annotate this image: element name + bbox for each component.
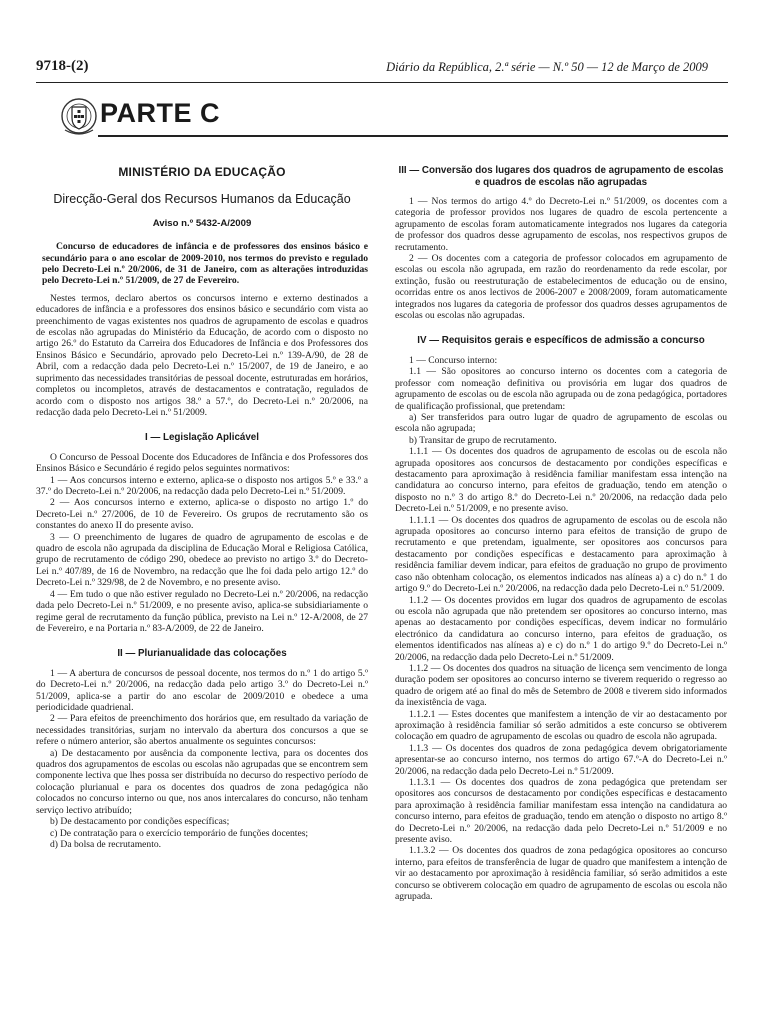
paragraph: 3 — O preenchimento de lugares de quadro de agrupamento de escolas e de quadro de escola não agrupada da disciplina de Educação Moral e Religiosa Católica, grupo de recrutamento de código 290, obedece ao previsto no artigo 3.º do Decreto-Lei n.º 407/89, de 16 de Novembro, na redacção que lhe foi dada pelo artigo 12.º do Decreto-Lei n.º 329/98, de 2 de Novembro, e no presente aviso. [36,531,368,589]
part-divider [98,135,728,137]
publication-header: Diário da República, 2.ª série — N.º 50 — 12 de Março de 2009 [386,60,708,74]
paragraph: 1 — A abertura de concursos de pessoal docente, nos termos do n.º 1 do artigo 5.º do Decreto-Lei n.º 20/2006, na redacção dada pelo artigo 3.º do Decreto-Lei n.º 51/2009, aplica-se a partir do ano escolar de 2009/2010 e obedece a uma periodicidade quadrienal. [36,667,368,714]
paragraph: 1.1.2 — Os docentes dos quadros na situação de licença sem vencimento de longa duração podem ser opositores ao concurso interno se tiverem requerido o regresso ao quadro de origem até ao final do mês de Setembro de 2008 e tiverem sido informados da inexistência de vaga. [395,662,727,709]
paragraph: 1.1.1.1 — Os docentes dos quadros de agrupamento de escolas ou de escola não agrupada opositores ao concurso interno para efeitos de transição de grupo de recrutamento e que pretendam, igualmente, ser opositores aos concursos para destacamento por condições específicas e destacamento para aproximação à residência familiar devem indicar, para efeitos de graduação no grupo de provimento caso não obtenham colocação, os elementos indicados nas alíneas a) a c) do n.º 1 do artigo 9.º do Decreto-Lei n.º 20/2006, na redacção dada pelo Decreto-Lei n.º 51/2009. [395,514,727,595]
paragraph: 1 — Nos termos do artigo 4.º do Decreto-Lei n.º 51/2009, os docentes com a categoria de professor providos nos lugares de quadro de escola pertencente a agrupamento de escolas foram automaticamente integrados nos lugares da categoria de professor dos quadros desse agrupamento de escolas, nos respectivos grupos de recrutamento. [395,196,727,253]
ministry-heading: MINISTÉRIO DA EDUCAÇÃO [118,165,286,179]
list-item: b) De destacamento por condições específicas; [50,816,230,828]
notice-summary: Concurso de educadores de infância e de professores dos ensinos básico e secundário para o ano escolar de 2009-2010, nos termos do previsto e regulado pelo Decreto-Lei n.º 20/2006, de 31 de Janeiro, com as alterações introduzidas pelo Decreto-Lei n.º 51/2009, de 27 de Fevereiro. [42,241,368,287]
paragraph: 1.1.1 — Os docentes dos quadros de agrupamento de escolas ou de escola não agrupada opositores aos concursos de destacamento por condições específicas e destacamento para aproximação à residência familiar manifestam essa intenção na candidatura ao concurso interno, para efeitos de graduação, tendo em atenção o disposto no n.º 3 do artigo 8.º do Decreto-Lei n.º 20/2006, na redacção dada pelo Decreto-Lei n.º 51/2009, e no presente aviso. [395,446,727,515]
intro-paragraph: Nestes termos, declaro abertos os concursos interno e externo destinados a educadores de infância e a professores dos ensinos básico e secundário com vista ao preenchimento de vagas existentes nos quadros de agrupamento de escolas e quadros de escolas não agrupadas do Ministério da Educação, de acordo com o disposto no artigo 26.º do Estatuto da Carreira dos Educadores de Infância e dos Professores dos Ensinos Básico e Secundário, aprovado pelo Decreto-Lei n.º 139-A/90, de 28 de Abril, com a redacção dada pelo Decreto-Lei n.º 15/2007, de 19 de Janeiro, e ao suprimento das necessidades transitórias de pessoal docente, estruturadas em horários, completos ou incompletos, através de destacamentos e contratação, regulados de acordo com o disposto nos artigos 38.º a 57.º, do Decreto-Lei n.º 20/2006, na redacção dada pelo Decreto-Lei n.º 51/2009. [36,292,368,418]
page-number: 9718-(2) [36,58,89,74]
section-heading-legislation: I — Legislação Aplicável [145,432,259,444]
list-item: d) Da bolsa de recrutamento. [50,838,162,850]
paragraph: 1.1.3 — Os docentes dos quadros de zona pedagógica devem obrigatoriamente apresentar-se ao concurso interno, nos termos do artigo 67.º-A do Decreto-Lei n.º 20/2006, na redacção dada pelo Decreto-Lei n.º 51/2009. [395,742,727,777]
paragraph: 4 — Em tudo o que não estiver regulado no Decreto-Lei n.º 20/2006, na redacção dada pelo Decreto-Lei n.º 51/2009, e no presente aviso, aplica-se subsidiariamente o regime geral de recrutamento da função pública, previsto na Lei n.º 12-A/2008, de 27 de Fevereiro, e na Portaria n.º 83-A/2009, de 22 de Janeiro. [36,588,368,634]
list-item: b) Transitar de grupo de recrutamento. [409,434,557,446]
section-heading-plurianual: II — Plurianualidade das colocações [117,648,287,660]
paragraph: O Concurso de Pessoal Docente dos Educadores de Infância e dos Professores dos Ensinos Básico e Secundário é regido pelos seguintes normativos: [36,451,368,475]
paragraph: 1 — Concurso interno: [409,354,498,366]
header-divider [36,82,728,83]
paragraph: 1.1.3.2 — Os docentes dos quadros de zona pedagógica opositores ao concurso interno, para efeitos de transferência de lugar de quadro que manifestem a intenção de vir ao destacamento por aproximação à residência familiar, só serão admitidos a este concurso se obtiverem colocação em quadro de agrupamento de escolas ou escola não agrupada. [395,845,727,903]
list-item: c) De contratação para o exercício temporário de funções docentes; [50,827,309,839]
notice-number: Aviso n.º 5432-A/2009 [152,217,252,229]
paragraph: 2 — Aos concursos interno e externo, aplica-se o disposto no artigo 1.º do Decreto-Lei n.º 27/2006, de 10 de Fevereiro. Os grupos de recrutamento são os constantes do anexo II do presente aviso. [36,497,368,532]
paragraph: 1.1.3.1 — Os docentes dos quadros de zona pedagógica que pretendam ser opositores aos concursos de destacamento por condições específicas e destacamento para aproximação à residência familiar manifestam essa intenção na candidatura ao concurso interno, para efeitos de graduação, tendo em atenção o disposto no artigo 8.º do Decreto-Lei n.º 20/2006, na redacção dada pelo Decreto-Lei n.º 51/2009 e no presente aviso. [395,777,727,846]
directorate-heading: Direcção-Geral dos Recursos Humanos da Educação [53,192,351,207]
section-heading-requirements: IV — Requisitos gerais e específicos de admissão a concurso [417,335,705,347]
paragraph: 1.1.2.1 — Estes docentes que manifestem a intenção de vir ao destacamento por aproximação à residência familiar só serão admitidos a este concurso se obtiverem colocação em quadro de agrupamento de escolas ou quadro de escola não agrupada. [395,708,727,743]
left-column [36,165,368,850]
list-item: a) Ser transferidos para outro lugar de quadro de agrupamento de escolas ou escola não agrupada; [395,412,727,435]
part-title: PARTE C [100,98,221,128]
paragraph: 1 — Aos concursos interno e externo, aplica-se o disposto nos artigos 5.º e 33.º a 37.º do Decreto-Lei n.º 20/2006, na redacção dada pelo Decreto-Lei n.º 51/2009. [36,474,368,498]
right-column [395,165,727,902]
section-heading-conversion: III — Conversão dos lugares dos quadros de agrupamento de escolas e quadros de escolas não agrupadas [398,165,724,188]
list-item: a) De destacamento por ausência da componente lectiva, para os docentes dos quadros dos agrupamentos de escolas ou escolas não agrupadas que se encontrem sem componente lectiva que lhes possa ser distribuída no decurso do respectivo período de colocação plurianual e para os docentes dos quadros de zona pedagógica não colocados no concurso interno ou que, nos anos intercalares do concurso, não tenham serviço lectivo atribuído; [36,747,368,816]
paragraph: 2 — Os docentes com a categoria de professor colocados em agrupamento de escolas ou escola não agrupada, em razão do reordenamento da rede escolar, por extinção, fusão ou reestruturação de estabelecimentos de educação ou de ensino, ocorridas entre os anos lectivos de 2006-2007 e 2008/2009, foram automaticamente integrados nos lugares da categoria de professor dos quadros desses agrupamentos de escolas ou escolas não agrupadas. [395,253,727,322]
coat-of-arms-icon [60,96,98,138]
paragraph: 1.1 — São opositores ao concurso interno os docentes com a categoria de professor com nomeação definitiva ou provisória em lugar dos quadros de agrupamento de escolas ou de escola não agrupada ou de zona pedagógica, portadores de qualificação profissional, que pretendam: [395,366,727,412]
paragraph: 1.1.2 — Os docentes providos em lugar dos quadros de agrupamento de escolas ou escola não agrupada que não pretendem ser opositores ao concurso interno, mas apenas ao destacamento por condições específicas, devem indicar no formulário electrónico da candidatura ao concurso interno, para efeitos de graduação, os elementos identificados nas alíneas a) e c) do n.º 1 do artigo 9.º do Decreto-Lei n.º 20/2006, na redacção dada pelo Decreto-Lei n.º 51/2009. [395,594,727,663]
paragraph: 2 — Para efeitos de preenchimento dos horários que, em resultado da variação de necessidades transitórias, surjam no intervalo da abertura dos concursos a que se refere o número anterior, são abertos anualmente os seguintes concursos: [36,713,368,748]
